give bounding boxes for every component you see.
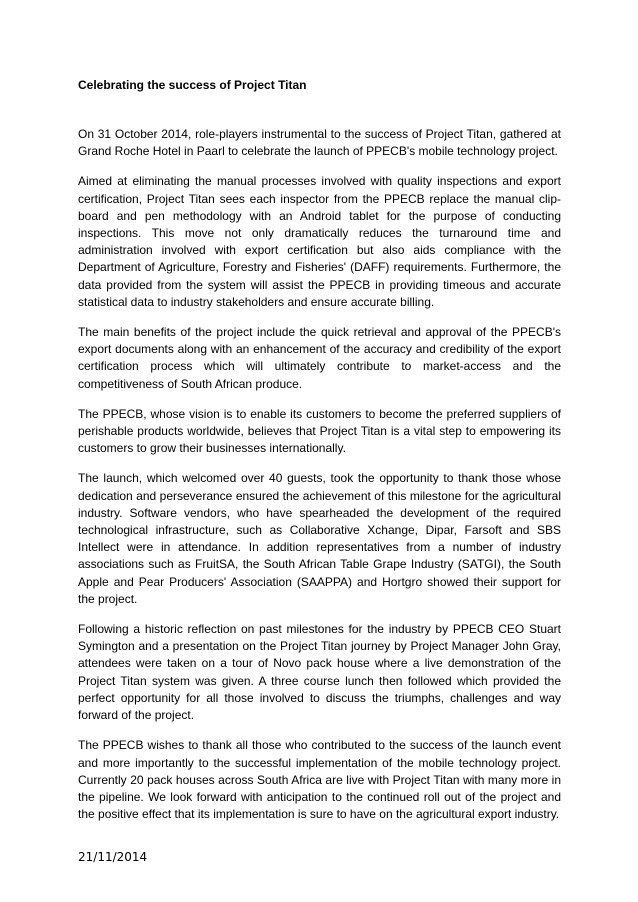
footer-date: 21/11/2014 [78, 850, 148, 864]
paragraph-launch-guests: The launch, which welcomed over 40 guests, took the opportunity to thank those whose dedication and perseverance ensured the achievement of this milestone for the agricultural industry. Software vendors, who have spearheaded the development of the required technological infrastructure, such as Collaborative Xchange, Dipar, Farsoft and SBS Intellect were in attendance. In addition representatives from a number of industry associations such as FruitSA, the South African Table Grape Industry (SATGI), the South Apple and Pear Producers' Association (SAAPPA) and Hortgro showed their support for the project. [78, 471, 561, 606]
document-title: Celebrating the success of Project Titan [78, 78, 307, 92]
paragraph-historic-reflection: Following a historic reflection on past milestones for the industry by PPECB CEO Stuart Symington and a presentation on the Project Titan journey by Project Manager John Gray, attendees were taken on a tour of Novo pack house where a live demonstration of the Project Titan system was given. A three course lunch then followed which provided the perfect opportunity for all those involved to discuss the triumphs, challenges and way forward of the project. [78, 622, 561, 723]
paragraph-project-aim: Aimed at eliminating the manual processes involved with quality inspections and export certification, Project Titan sees each inspector from the PPECB replace the manual clip-board and pen methodology with an Android tablet for the purpose of conducting inspections. This move not only dramatically reduces the turnaround time and administration involved with export certification but also aids compliance with the Department of Agriculture, Forestry and Fisheries' (DAFF) requirements. Furthermore, the data provided from the system will assist the PPECB in providing timeous and accurate statistical data to industry stakeholders and ensure accurate billing. [78, 174, 561, 309]
paragraph-ppecb-vision: The PPECB, whose vision is to enable its customers to become the preferred suppliers of perishable products worldwide, believes that Project Titan is a vital step to empowering its customers to grow their businesses internationally. [78, 406, 561, 456]
paragraph-thanks: The PPECB wishes to thank all those who contributed to the success of the launch event and more importantly to the successful implementation of the mobile technology project. Currently 20 pack houses across South Africa are live with Project Titan with many more in the pipeline. We look forward with anticipation to the continued roll out of the project and the positive effect that its implementation is sure to have on the agricultural export industry. [78, 738, 561, 822]
paragraph-main-benefits: The main benefits of the project include the quick retrieval and approval of the PPECB's export documents along with an enhancement of the accuracy and credibility of the export certification process which will ultimately contribute to market-access and the competitiveness of South African produce. [78, 325, 561, 391]
paragraph-launch-intro: On 31 October 2014, role-players instrumental to the success of Project Titan, gathered at Grand Roche Hotel in Paarl to celebrate the launch of PPECB's mobile technology project. [78, 127, 561, 159]
document-body [78, 126, 561, 836]
